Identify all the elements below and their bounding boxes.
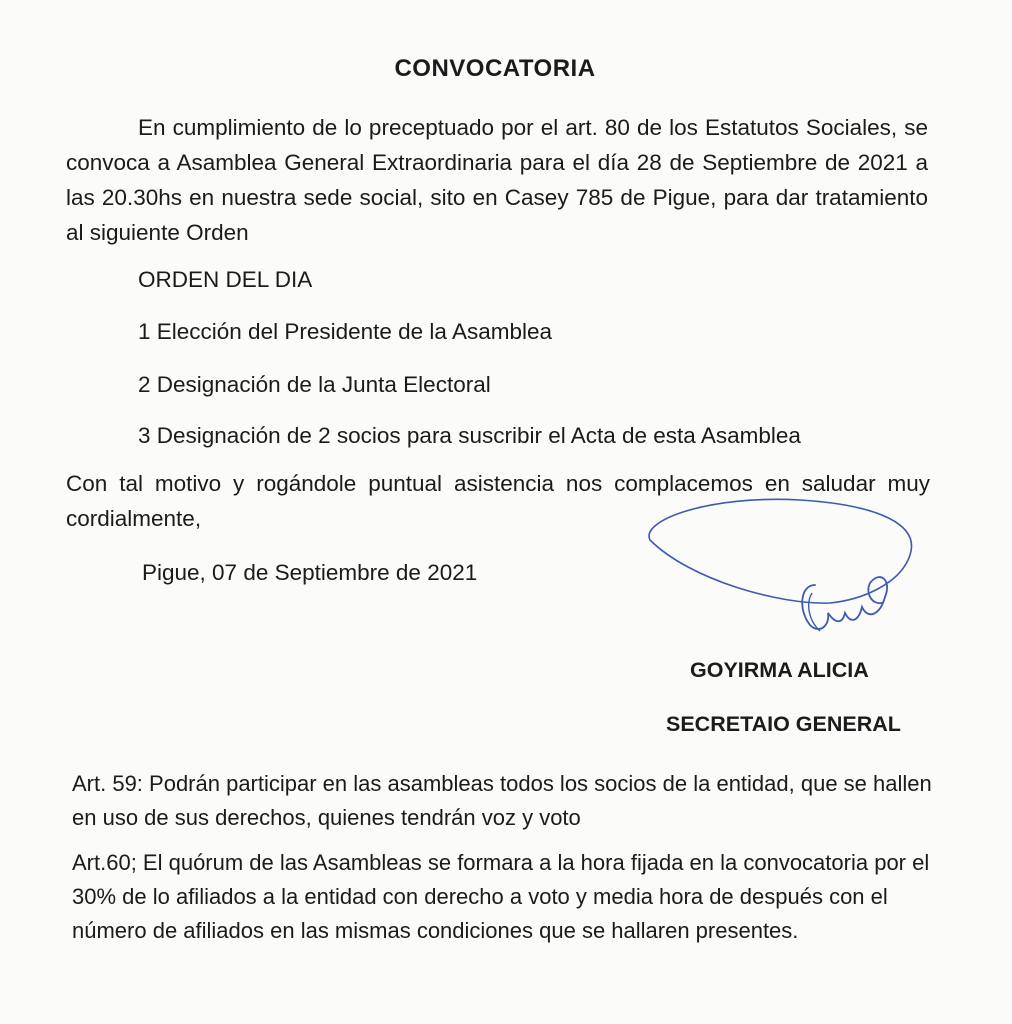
agenda-title: ORDEN DEL DIA — [138, 267, 313, 292]
signatory-role: SECRETAIO GENERAL — [666, 712, 901, 736]
place-date: Pigue, 07 de Septiembre de 2021 — [142, 560, 478, 585]
closing-paragraph: Con tal motivo y rogándole puntual asistencia nos complacemos en saludar muy cordialmente, — [66, 471, 930, 531]
agenda-item: 1 Elección del Presidente de la Asamblea — [138, 319, 553, 344]
handwritten-signature — [630, 485, 930, 655]
intro-paragraph: En cumplimiento de lo preceptuado por el art. 80 de los Estatutos Sociales, se convoca a Asamblea General Extraordinaria para el día 28 de Septiembre de 2021 a las 20.30hs en nuestra sede social, sito en Casey 785 de Pigue, para dar tratamiento al siguiente Orden — [66, 115, 928, 245]
signatory-name: GOYIRMA ALICIA — [690, 658, 869, 682]
agenda-item: 3 Designación de 2 socios para suscribir el Acta de esta Asamblea — [138, 423, 801, 448]
agenda-item: 2 Designación de la Junta Electoral — [138, 372, 491, 397]
article-60: Art.60; El quórum de las Asambleas se formara a la hora fijada en la convocatoria por el 30% de lo afiliados a la entidad con derecho a voto y media hora de después con el número de afiliados en las mismas condiciones que se hallaren presentes. — [72, 850, 930, 943]
document-title: CONVOCATORIA — [394, 55, 596, 82]
article-59: Art. 59: Podrán participar en las asambleas todos los socios de la entidad, que se hallen en uso de sus derechos, quienes tendrán voz y voto — [72, 771, 932, 830]
